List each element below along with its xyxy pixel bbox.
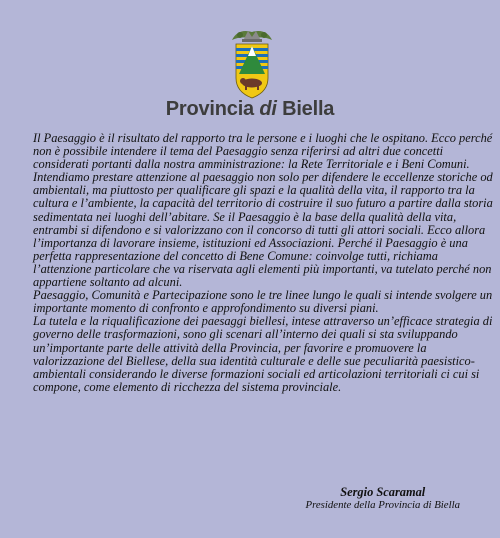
paragraph-4: La tutela e la riqualificazione dei paesaggi biellesi, intese attraverso un’efficace strategia di governo delle trasformazioni, sono gli scenari all’interno dei quali si sta sviluppando un’importante parte delle attività della Provincia, per favorire e promuovere la valorizzazione del Biellese, della sua identità culturale e delle sue peculiarità paesistico-ambientali considerando le diverse formazioni sociali ed articolazioni territoriali ci cui si compone, come elemento di ricchezza del sistema provinciale. <box>33 314 493 394</box>
signature-name: Sergio Scaramal <box>340 485 426 499</box>
paragraph-2: Intendiamo prestare attenzione al paesaggio non solo per difendere le eccellenze storiche od ambientali, ma piuttosto per qualificare gli spazi e la qualità della vita, il rapporto tra la cultura e l’ambiente, la capacità del territorio di costruire il suo futuro a partire dalla storia sedimentata nei luoghi dell’abitare. Se il Paesaggio è la base della qualità della vita, entrambi si difendono e si valorizzano con il concorso di tutti gli attori sociali. Ecco allora l’importanza di lavorare insieme, istituzioni ed Associazioni. Perché il Paesaggio è una perfetta rappresentazione del concetto di Bene Comune: coinvolge tutti, richiama l’attenzione particolare che va riservata agli elementi più importanti, va tutelato perché non appartiene soltanto ad alcuni. <box>33 170 493 290</box>
signature-role: Presidente della Provincia di Biella <box>305 499 460 511</box>
title-part-2: di <box>259 98 277 120</box>
title-part-1: Provincia <box>165 98 260 120</box>
province-coat-of-arms <box>228 26 276 106</box>
paragraph-3: Paesaggio, Comunità e Partecipazione sono le tre linee lungo le quali si intende svolgere un importante momento di confronto e approfondimento su diversi piani. <box>33 288 493 316</box>
title-part-3: Biella <box>276 98 335 120</box>
signature-block <box>305 485 460 512</box>
message-body <box>33 132 493 394</box>
province-title <box>0 98 500 121</box>
paragraph-1: Il Paesaggio è il risultato del rapporto tra le persone e i luoghi che le ospitano. Ecco perché non è possibile intendere il tema del Paesaggio senza riferirsi ad altri due concetti considerati portanti dalla nostra amministrazione: la Rete Territoriale e i Beni Comuni. <box>33 131 493 172</box>
